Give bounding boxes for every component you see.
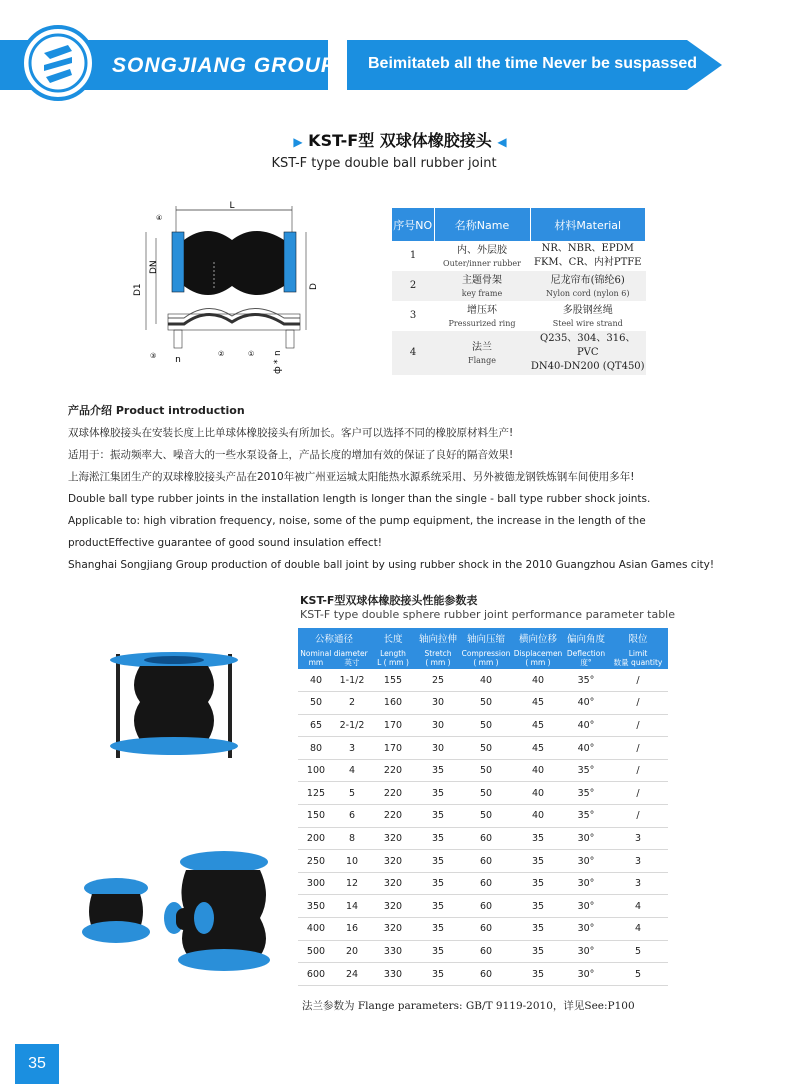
table-cell: 100: [298, 759, 334, 782]
col-stretch: 轴向拉伸: [416, 628, 460, 647]
table-cell: 60: [460, 918, 512, 941]
dim-n2-label: n: [273, 350, 283, 356]
col-material: 材料Material: [530, 208, 646, 241]
table-row: [298, 692, 668, 715]
table-cell: 320: [370, 827, 416, 850]
table-row: [392, 301, 646, 331]
table-cell: 60: [460, 850, 512, 873]
table-cell: 60: [460, 940, 512, 963]
table-cell: 320: [370, 895, 416, 918]
col-deflection-unit: 度°: [580, 658, 592, 667]
intro-line: 上海淞江集团生产的双球橡胶接头产品在2010年被广州亚运城太阳能热水源系统采用、另外被德龙钢铁炼钢车间使用多年!: [68, 471, 635, 483]
table-cell: 300: [298, 872, 334, 895]
table-cell: 200: [298, 827, 334, 850]
brand-name: SONGJIANG GROUP: [112, 54, 336, 77]
table-row: [298, 737, 668, 760]
row-name-cn: 法兰: [472, 341, 492, 353]
table-cell: 3: [334, 737, 370, 760]
col-displacement-sub: [512, 647, 564, 669]
table-cell: 35: [512, 827, 564, 850]
table-row: [298, 963, 668, 986]
dim-d1-label: D1: [133, 283, 143, 296]
table-cell: 10: [334, 850, 370, 873]
table-cell: 35°: [564, 782, 608, 805]
table-row: [298, 895, 668, 918]
col-displacement-unit: ( mm ): [525, 658, 551, 667]
row-name-cn: 增压环: [467, 304, 497, 316]
table-cell: 8: [334, 827, 370, 850]
row-material: [530, 241, 646, 271]
table-cell: 4: [334, 759, 370, 782]
col-nominal-sub: [298, 647, 370, 669]
table-cell: 500: [298, 940, 334, 963]
table-cell: 45: [512, 692, 564, 715]
row-material-2: DN40-DN200 (QT450): [530, 361, 645, 372]
row-material: [530, 271, 646, 301]
dim-phi-label: ф: [273, 366, 283, 374]
col-limit-en: Limit: [628, 649, 648, 658]
row-name-en: key frame: [461, 288, 503, 298]
table-cell: /: [608, 692, 668, 715]
table-cell: 40: [512, 805, 564, 828]
table-cell: 600: [298, 963, 334, 986]
params-table-body: [298, 669, 668, 985]
table-cell: /: [608, 782, 668, 805]
row-no: 1: [409, 250, 417, 261]
table-cell: 30: [416, 692, 460, 715]
params-table: [298, 628, 668, 986]
table-cell: 40°: [564, 692, 608, 715]
col-deflection: 偏向角度: [564, 628, 608, 647]
table-cell: 30: [416, 737, 460, 760]
table-cell: 40: [460, 669, 512, 692]
table-cell: 155: [370, 669, 416, 692]
table-cell: 320: [370, 918, 416, 941]
col-name: 名称Name: [434, 208, 530, 241]
col-length: 长度: [370, 628, 416, 647]
product-title-en: KST-F type double ball rubber joint: [271, 156, 497, 171]
table-cell: 16: [334, 918, 370, 941]
table-cell: 65: [298, 714, 334, 737]
table-cell: 60: [460, 963, 512, 986]
col-deflection-en: Deflection: [566, 649, 606, 658]
col-length-sub: [370, 647, 416, 669]
table-cell: 160: [370, 692, 416, 715]
flange-footnote: 法兰参数为 Flange parameters: GB/T 9119-2010，详见See:P100: [302, 1000, 635, 1012]
table-row: [298, 714, 668, 737]
table-cell: 125: [298, 782, 334, 805]
table-cell: 20: [334, 940, 370, 963]
col-stretch-en: Stretch: [424, 649, 452, 658]
intro-line: Double ball type rubber joints in the installation length is longer than the single - ball type rubber shock joints.: [68, 493, 651, 505]
col-no: 序号NO: [392, 208, 434, 241]
table-cell: 35: [512, 963, 564, 986]
callout-1: ①: [248, 350, 255, 358]
table-cell: 25: [416, 669, 460, 692]
table-cell: 40°: [564, 737, 608, 760]
table-cell: 220: [370, 782, 416, 805]
callout-3: ③: [150, 352, 157, 360]
table-cell: 40: [298, 669, 334, 692]
table-cell: 60: [460, 872, 512, 895]
dim-l-label: L: [229, 201, 235, 211]
row-name: [434, 241, 530, 271]
table-cell: 35: [416, 805, 460, 828]
table-cell: 35°: [564, 759, 608, 782]
table-cell: 30°: [564, 872, 608, 895]
table-cell: 45: [512, 714, 564, 737]
table-cell: 35: [512, 940, 564, 963]
table-cell: 3: [608, 872, 668, 895]
table-cell: 320: [370, 872, 416, 895]
table-cell: /: [608, 805, 668, 828]
table-cell: 35: [416, 918, 460, 941]
table-cell: 170: [370, 737, 416, 760]
table-cell: /: [608, 759, 668, 782]
params-title-cn: KST-F型双球体橡胶接头性能参数表: [300, 594, 478, 607]
row-no: 3: [409, 310, 417, 321]
callout-2: ②: [218, 350, 225, 358]
table-cell: 35: [416, 940, 460, 963]
row-material-1: Q235、304、316、PVC: [540, 333, 636, 358]
table-cell: 320: [370, 850, 416, 873]
table-cell: 80: [298, 737, 334, 760]
row-name-en: Flange: [468, 355, 496, 365]
table-cell: 45: [512, 737, 564, 760]
table-cell: 35: [512, 872, 564, 895]
col-nominal: 公称通径: [298, 628, 370, 647]
table-cell: 250: [298, 850, 334, 873]
table-cell: 35: [512, 850, 564, 873]
table-row: [298, 827, 668, 850]
row-name-en: Pressurized ring: [448, 318, 516, 328]
col-compression-en: Compression: [461, 649, 511, 658]
table-cell: 60: [460, 895, 512, 918]
table-cell: 4: [608, 918, 668, 941]
col-limit-sub: [608, 647, 668, 669]
table-cell: 12: [334, 872, 370, 895]
row-material-1: NR、NBR、EPDM: [541, 243, 634, 254]
row-name: [434, 301, 530, 331]
col-length-en: Length: [380, 649, 406, 658]
table-cell: 50: [298, 692, 334, 715]
table-cell: 40: [512, 759, 564, 782]
col-stretch-unit: ( mm ): [425, 658, 451, 667]
row-name: [434, 331, 530, 375]
col-compression: 轴向压缩: [460, 628, 512, 647]
table-cell: 2: [334, 692, 370, 715]
table-cell: 30: [416, 714, 460, 737]
col-length-unit: L ( mm ): [377, 658, 409, 667]
materials-table: [392, 208, 646, 375]
table-cell: 35: [416, 827, 460, 850]
table-row: [298, 805, 668, 828]
product-title-cn: [0, 128, 800, 151]
row-material: [530, 331, 646, 375]
table-cell: 60: [460, 827, 512, 850]
product-photo-single: [104, 640, 244, 765]
row-name: [434, 271, 530, 301]
dim-d-label: D: [309, 283, 319, 290]
table-cell: 40: [512, 669, 564, 692]
table-cell: 220: [370, 759, 416, 782]
row-material-1: 尼龙帘布(锦纶6): [550, 274, 625, 286]
intro-line: productEffective guarantee of good sound insulation effect!: [68, 537, 383, 549]
table-cell: 50: [460, 737, 512, 760]
intro-line: 双球体橡胶接头在安装长度上比单球体橡胶接头有所加长。客户可以选择不同的橡胶原材料生产!: [68, 427, 514, 439]
intro-text: [68, 422, 768, 576]
col-displacement: 横向位移: [512, 628, 564, 647]
dim-dot-label: *: [273, 359, 283, 364]
table-cell: 40: [512, 782, 564, 805]
row-name-cn: 内、外层胶: [457, 244, 507, 256]
triangle-left-icon: ◀: [497, 135, 507, 149]
table-row: [392, 271, 646, 301]
table-cell: 35: [416, 850, 460, 873]
col-deflection-sub: [564, 647, 608, 669]
technical-drawing: [128, 196, 338, 386]
table-cell: 5: [608, 940, 668, 963]
row-material-2: Nylon cord (nylon 6): [546, 288, 630, 298]
table-cell: 35: [416, 963, 460, 986]
table-cell: 50: [460, 782, 512, 805]
product-photo-group: [76, 848, 286, 973]
table-cell: 30°: [564, 850, 608, 873]
slogan: Beimitateb all the time Never be suspassed: [368, 55, 698, 72]
row-no: 2: [392, 271, 434, 301]
col-compression-sub: [460, 647, 512, 669]
row-material-2: FKM、CR、内衬PTFE: [534, 257, 642, 268]
table-row: [392, 241, 646, 271]
col-unit-inch: 英寸: [344, 658, 360, 667]
table-cell: /: [608, 669, 668, 692]
intro-line: 适用于：振动频率大、噪音大的一些水泵设备上，产品长度的增加有效的保证了良好的隔音效果!: [68, 449, 514, 461]
dim-n-label: n: [175, 355, 181, 365]
table-cell: /: [608, 714, 668, 737]
table-cell: 35°: [564, 669, 608, 692]
table-cell: 40°: [564, 714, 608, 737]
table-cell: 3: [608, 850, 668, 873]
table-cell: 4: [608, 895, 668, 918]
table-cell: 350: [298, 895, 334, 918]
table-cell: 170: [370, 714, 416, 737]
table-cell: 400: [298, 918, 334, 941]
product-title-cn-text: KST-F型 双球体橡胶接头: [308, 131, 492, 150]
table-cell: 6: [334, 805, 370, 828]
row-material: [530, 301, 646, 331]
table-row: [298, 872, 668, 895]
table-cell: 330: [370, 940, 416, 963]
col-compression-unit: ( mm ): [473, 658, 499, 667]
intro-line: Shanghai Songjiang Group production of double ball joint by using rubber shock in the 2010 Guangzhou Asian Games city!: [68, 559, 715, 571]
table-cell: 35: [512, 895, 564, 918]
col-limit-unit: 数量 quantity: [613, 658, 663, 667]
table-cell: 2-1/2: [334, 714, 370, 737]
table-row: [298, 759, 668, 782]
table-row: [298, 940, 668, 963]
page-number: 35: [15, 1044, 59, 1084]
table-row: [298, 669, 668, 692]
table-row: [392, 331, 646, 375]
col-displacement-en: Displacemen: [513, 649, 563, 658]
table-cell: 30°: [564, 895, 608, 918]
table-cell: 3: [608, 827, 668, 850]
table-cell: 150: [298, 805, 334, 828]
table-cell: 1-1/2: [334, 669, 370, 692]
table-cell: 30°: [564, 827, 608, 850]
table-cell: 50: [460, 714, 512, 737]
col-nominal-en: Nominal diameter: [300, 649, 368, 658]
table-cell: 35: [416, 872, 460, 895]
table-cell: 35: [512, 918, 564, 941]
table-cell: 50: [460, 692, 512, 715]
table-cell: 30°: [564, 940, 608, 963]
table-row: [298, 782, 668, 805]
table-cell: 50: [460, 759, 512, 782]
col-limit: 限位: [608, 628, 668, 647]
logo-s-icon: [24, 29, 92, 97]
params-title-en: KST-F type double sphere rubber joint performance parameter table: [300, 608, 675, 621]
table-cell: 30°: [564, 918, 608, 941]
table-cell: 5: [608, 963, 668, 986]
table-cell: /: [608, 737, 668, 760]
table-row: [298, 850, 668, 873]
table-cell: 35: [416, 782, 460, 805]
row-name-cn: 主题骨架: [462, 274, 502, 286]
row-name-en: Outer/inner rubber: [443, 258, 521, 268]
table-cell: 35: [416, 895, 460, 918]
col-unit-mm: mm: [308, 658, 324, 667]
table-row: [298, 918, 668, 941]
table-cell: 330: [370, 963, 416, 986]
triangle-right-icon: ▶: [293, 135, 303, 149]
table-cell: 5: [334, 782, 370, 805]
intro-heading: 产品介绍 Product introduction: [68, 404, 245, 417]
table-cell: 220: [370, 805, 416, 828]
table-cell: 35°: [564, 805, 608, 828]
dim-dn-label: DN: [149, 260, 159, 274]
table-cell: 50: [460, 805, 512, 828]
table-cell: 24: [334, 963, 370, 986]
callout-4: ④: [156, 214, 163, 222]
company-logo: [20, 25, 96, 101]
table-cell: 14: [334, 895, 370, 918]
row-material-1: 多股钢丝绳: [562, 304, 613, 316]
intro-line: Applicable to: high vibration frequency, noise, some of the pump equipment, the increase in the length of the: [68, 515, 646, 527]
row-no: 4: [392, 331, 434, 375]
row-material-2: Steel wire strand: [552, 318, 623, 328]
table-cell: 35: [416, 759, 460, 782]
table-cell: 30°: [564, 963, 608, 986]
col-stretch-sub: [416, 647, 460, 669]
